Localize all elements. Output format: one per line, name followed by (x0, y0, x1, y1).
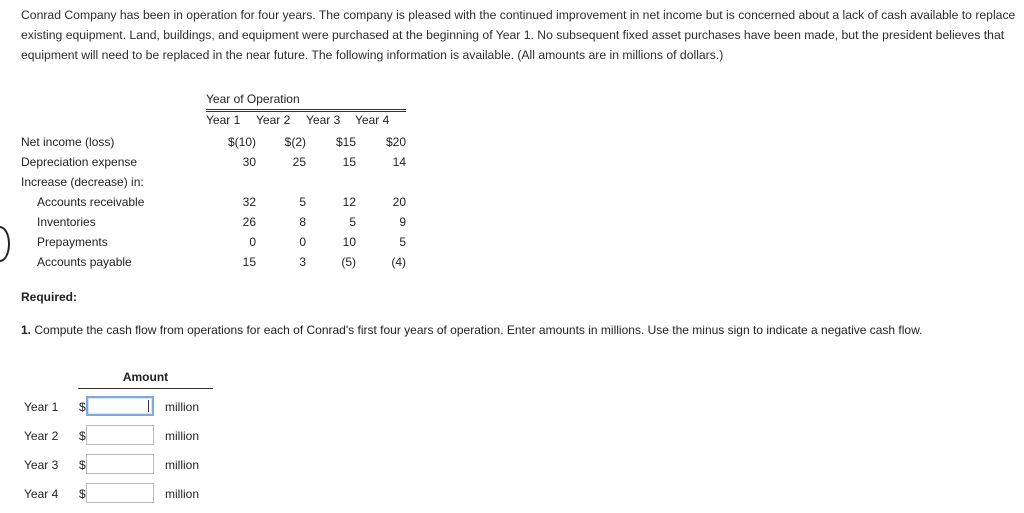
table-cell: 10 (342, 235, 356, 249)
table-cell: 15 (342, 155, 356, 169)
answer-year-label: Year 3 (24, 458, 59, 472)
left-bracket-decoration (0, 226, 10, 262)
text-caret (148, 400, 149, 412)
year-header: Year 1 (206, 113, 241, 127)
table-cell: 3 (299, 255, 306, 269)
table-cell: 12 (342, 195, 356, 209)
table-cell: 32 (242, 195, 256, 209)
year-1-amount-input[interactable] (86, 396, 154, 416)
currency-symbol: $ (79, 458, 86, 472)
year-header: Year 4 (355, 113, 390, 127)
row-label-increase-decrease: Increase (decrease) in: (21, 175, 144, 189)
row-label-prepayments: Prepayments (37, 235, 108, 249)
table-cell: 0 (299, 235, 306, 249)
currency-symbol: $ (79, 429, 86, 443)
row-label-inventories: Inventories (37, 215, 96, 229)
question-body: Compute the cash flow from operations for each of Conrad's first four years of operation. Enter amounts in millions. Use the minus sign to indicate a negative cash flow. (34, 323, 923, 337)
required-heading: Required: (21, 290, 78, 304)
currency-symbol: $ (79, 400, 86, 414)
table-cell: 5 (399, 235, 406, 249)
answer-year-label: Year 1 (24, 400, 59, 414)
table-cell: (5) (341, 255, 356, 269)
table-cell: 14 (392, 155, 406, 169)
table-cell: $(10) (227, 135, 256, 149)
unit-label: million (165, 487, 200, 501)
table-header-year-of-operation: Year of Operation (206, 90, 406, 110)
year-3-amount-input[interactable] (86, 454, 154, 474)
table-cell: $20 (385, 135, 406, 149)
table-cell: $15 (335, 135, 356, 149)
year-header: Year 2 (256, 113, 291, 127)
table-cell: 15 (242, 255, 256, 269)
table-cell: 8 (299, 215, 306, 229)
year-header: Year 3 (306, 113, 341, 127)
answer-year-label: Year 4 (24, 487, 59, 501)
row-label-net-income: Net income (loss) (21, 135, 115, 149)
table-cell: 30 (242, 155, 256, 169)
table-cell: 5 (299, 195, 306, 209)
intro-paragraph: Conrad Company has been in operation for four years. The company is pleased with the continued improvement in net income but is concerned about a lack of cash available to replace existing equipment. Land, buildings, and equipment were purchased at the beginning of Year 1. No subsequent fixed asset purchases have been made, but the president believes that equipment will need to be replaced in the near future. The following information is available. (All amounts are in millions of dollars.) (21, 8, 1016, 62)
unit-label: million (165, 400, 200, 414)
table-cell: 5 (349, 215, 356, 229)
table-cell: 0 (249, 235, 256, 249)
amount-column-header: Amount (78, 370, 213, 389)
question-text (21, 320, 1006, 340)
table-cell: 20 (392, 195, 406, 209)
row-label-accounts-payable: Accounts payable (37, 255, 132, 269)
unit-label: million (165, 458, 200, 472)
question-number: 1. (21, 323, 32, 337)
table-cell: 9 (399, 215, 406, 229)
table-cell: (4) (391, 255, 406, 269)
table-cell: $(2) (284, 135, 306, 149)
year-2-amount-input[interactable] (86, 425, 154, 445)
year-4-amount-input[interactable] (86, 483, 154, 503)
row-label-depreciation: Depreciation expense (21, 155, 138, 169)
unit-label: million (165, 429, 200, 443)
table-cell: 26 (242, 215, 256, 229)
answer-year-label: Year 2 (24, 429, 59, 443)
table-year-headers (206, 111, 406, 127)
currency-symbol: $ (79, 487, 86, 501)
table-cell: 25 (292, 155, 306, 169)
row-label-accounts-receivable: Accounts receivable (37, 195, 145, 209)
